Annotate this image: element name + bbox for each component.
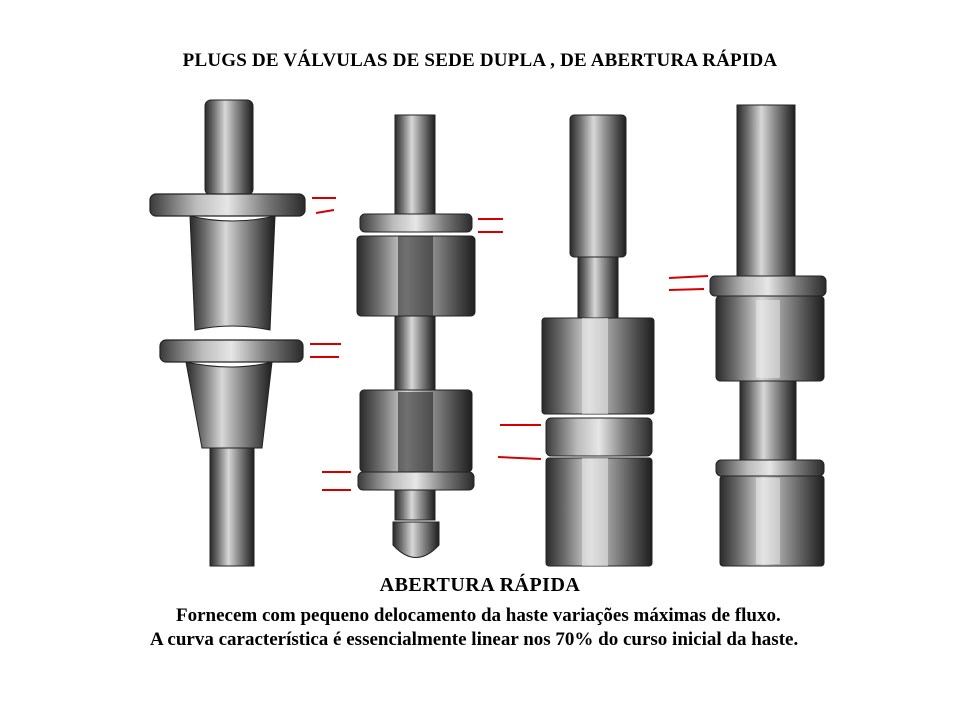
valve-plug-1 <box>150 100 305 566</box>
subtitle: ABERTURA RÁPIDA <box>379 574 581 596</box>
valve-plug-4 <box>710 105 826 566</box>
page-title: PLUGS DE VÁLVULAS DE SEDE DUPLA , DE ABERTURA RÁPIDA <box>182 50 778 71</box>
description-line-2: A curva característica é essencialmente linear nos 70% do curso inicial da haste. <box>150 629 799 650</box>
valve-plug-2 <box>357 115 475 558</box>
valve-plug-3 <box>542 115 654 566</box>
description-line-1: Fornecem com pequeno delocamento da haste variações máximas de fluxo. <box>176 605 781 626</box>
description <box>150 604 910 652</box>
valve-plugs-illustration <box>148 90 828 572</box>
